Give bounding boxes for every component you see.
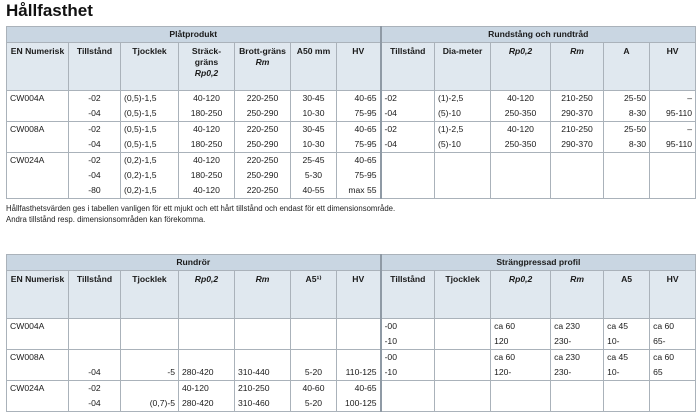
col-header-r-a5: A5 <box>604 271 650 319</box>
cell-tillstand <box>69 381 121 412</box>
cell-r_rp <box>491 319 551 350</box>
cell-rp-line: 280-420 <box>182 398 214 408</box>
footnotes <box>6 203 395 225</box>
cell-rm-line: 310-460 <box>238 398 270 408</box>
col-header-en: EN Numerisk <box>7 271 69 319</box>
cell-a5-line <box>294 350 333 365</box>
cell-r_rp-line: 120- <box>494 367 512 377</box>
cell-r_tillstand-line <box>385 168 432 183</box>
cell-r_a <box>604 153 650 199</box>
col-header-r-tillstand: Tillstånd <box>381 43 435 91</box>
group-header-platprodukt: Plåtprodukt <box>7 27 381 43</box>
cell-tillstand <box>69 319 121 350</box>
cell-r_hv-line <box>653 153 692 168</box>
col-header-rm <box>235 271 291 319</box>
col-header-tillstand: Tillstånd <box>69 271 121 319</box>
cell-tjocklek-line: (0,5)-1,5 <box>124 108 157 118</box>
cell-r_hv-line: – <box>687 124 693 134</box>
cell-tillstand <box>69 122 121 153</box>
col-header-brott-text: Brott-gräns <box>239 46 286 56</box>
strength-table-sheet-rod <box>6 26 696 199</box>
cell-hv <box>337 319 381 350</box>
cell-r_rp <box>491 381 551 412</box>
cell-r_rm <box>551 153 604 199</box>
cell-a5-line: 5-20 <box>304 367 323 377</box>
col-header-brottgrans <box>235 43 291 91</box>
col-header-rp <box>179 271 235 319</box>
cell-rm-line: 220-250 <box>246 155 279 165</box>
cell-hv-line: 110-125 <box>345 367 377 377</box>
cell-r_tillstand <box>381 319 435 350</box>
cell-r_rm <box>551 91 604 122</box>
col-header-rm-text: Rm <box>255 57 270 67</box>
cell-r_rp-line <box>494 153 547 168</box>
cell-a5 <box>291 319 337 350</box>
col-header-r-rm <box>551 271 604 319</box>
cell-rm <box>235 122 291 153</box>
cell-r_tillstand <box>381 381 435 412</box>
cell-r_hv-line <box>653 168 692 183</box>
col-header-a50: A50 mm <box>291 43 337 91</box>
cell-hv-line: 75-95 <box>354 108 377 118</box>
col-header-r-rp <box>491 43 551 91</box>
cell-r_rp <box>491 91 551 122</box>
cell-r_rm-line <box>554 381 600 396</box>
cell-r_diameter-line <box>438 183 487 198</box>
cell-r_diameter-line: (5)-10 <box>438 139 461 149</box>
cell-r_rp-line: 40-120 <box>507 93 534 103</box>
table-row <box>7 153 696 199</box>
cell-rp-line: 40-120 <box>193 93 220 103</box>
cell-r_a5-line: 10- <box>607 336 620 346</box>
col-header-rp-text: Rp0,2 <box>194 68 219 78</box>
table-row <box>7 381 696 412</box>
cell-tillstand-line: -02 <box>88 124 101 134</box>
cell-r_tillstand-line: -04 <box>384 139 397 149</box>
cell-r_rp-line <box>494 168 547 183</box>
cell-rm-line: 250-290 <box>246 170 279 180</box>
cell-rp-line: 180-250 <box>190 108 223 118</box>
col-header-r-rm <box>551 43 604 91</box>
alloy-code: CW008A <box>7 122 69 153</box>
cell-r_hv-line <box>653 396 692 411</box>
cell-tillstand-line <box>72 319 117 334</box>
cell-rp <box>179 153 235 199</box>
cell-r_rm-line <box>554 153 600 168</box>
cell-rm-line: 220-250 <box>246 124 279 134</box>
cell-r_tillstand-line <box>385 183 432 198</box>
cell-r_a-line: 25-50 <box>624 124 647 134</box>
cell-r_rp-line: ca 60 <box>494 321 516 331</box>
cell-hv-line <box>340 319 377 334</box>
alloy-code: CW024A <box>7 381 69 412</box>
cell-r_tillstand-line: -10 <box>384 367 397 377</box>
cell-r_rp <box>491 122 551 153</box>
cell-a5-line <box>294 334 333 349</box>
cell-r_tillstand-line <box>385 153 432 168</box>
cell-tillstand-line <box>72 334 117 349</box>
cell-r_diameter-line: (5)-10 <box>438 108 461 118</box>
col-header-tjocklek: Tjocklek <box>121 43 179 91</box>
cell-r_tjocklek-line <box>438 381 487 396</box>
cell-r_diameter-line: (1)-2,5 <box>438 93 464 103</box>
cell-rp-line: 40-120 <box>193 124 220 134</box>
cell-r_rm-line: 290-370 <box>561 139 593 149</box>
cell-hv <box>337 153 381 199</box>
cell-rp-line: 40-120 <box>182 383 209 393</box>
table-row <box>7 122 696 153</box>
cell-r_a5 <box>604 381 650 412</box>
cell-r_hv <box>650 153 696 199</box>
cell-r_hv-line: ca 60 <box>653 321 675 331</box>
cell-r_hv <box>650 350 696 381</box>
cell-tillstand-line: -04 <box>88 367 101 377</box>
cell-a50 <box>291 91 337 122</box>
col-header-a5: A5¹⁾ <box>291 271 337 319</box>
cell-hv-line <box>340 334 377 349</box>
cell-r_hv-line: 65 <box>653 367 663 377</box>
col-header-hv: HV <box>337 43 381 91</box>
cell-rm <box>235 381 291 412</box>
cell-tillstand <box>69 350 121 381</box>
cell-r_rp <box>491 350 551 381</box>
cell-tjocklek <box>121 319 179 350</box>
page-title: Hållfasthet <box>6 1 93 20</box>
cell-rm <box>235 91 291 122</box>
cell-r_hv-line: 65- <box>653 336 666 346</box>
cell-rp <box>179 91 235 122</box>
cell-a50 <box>291 153 337 199</box>
cell-r_a <box>604 122 650 153</box>
cell-tjocklek-line: (0,5)-1,5 <box>124 124 157 134</box>
cell-tjocklek <box>121 381 179 412</box>
cell-r_tillstand-line: -04 <box>384 108 397 118</box>
cell-r_rm-line <box>554 396 600 411</box>
cell-hv-line: max 55 <box>348 185 377 195</box>
cell-hv-line: 100-125 <box>345 398 377 408</box>
cell-r_diameter <box>435 91 491 122</box>
cell-rm-line: 310-440 <box>238 367 270 377</box>
cell-r_a5 <box>604 319 650 350</box>
cell-r_hv-line <box>653 183 692 198</box>
cell-r_tillstand <box>381 122 435 153</box>
group-header-strangpressad: Strängpressad profil <box>381 255 696 271</box>
cell-r_hv-line: 95-110 <box>665 139 693 149</box>
cell-hv <box>337 381 381 412</box>
cell-r_rp-line <box>494 183 547 198</box>
cell-a5-line: 40-60 <box>302 383 325 393</box>
cell-hv-line: 75-95 <box>354 170 377 180</box>
cell-r_rm <box>551 319 604 350</box>
cell-r_diameter-line <box>438 168 487 183</box>
strength-table-tube-profile <box>6 254 696 412</box>
cell-tillstand-line: -04 <box>88 108 101 118</box>
cell-hv-line: 40-65 <box>354 155 377 165</box>
cell-hv-line: 40-65 <box>354 383 377 393</box>
cell-rp-line: 40-120 <box>193 155 220 165</box>
cell-r_rm-line: 230- <box>554 367 572 377</box>
cell-tillstand <box>69 91 121 122</box>
cell-r_rp <box>491 153 551 199</box>
cell-r_a-line <box>607 168 646 183</box>
cell-r_tjocklek-line <box>438 396 487 411</box>
cell-tjocklek <box>121 91 179 122</box>
cell-r_rm <box>551 122 604 153</box>
cell-rm <box>235 153 291 199</box>
cell-r_rm-line: ca 230 <box>554 352 580 362</box>
cell-r_hv-line <box>653 381 692 396</box>
cell-r_tillstand-line: -10 <box>384 336 397 346</box>
cell-hv <box>337 122 381 153</box>
cell-r_a5-line: ca 45 <box>607 321 629 331</box>
table-row <box>7 91 696 122</box>
cell-tjocklek-line <box>124 319 175 334</box>
cell-tjocklek-line: (0,7)-5 <box>149 398 175 408</box>
col-header-r-diameter: Dia-meter <box>435 43 491 91</box>
cell-tillstand <box>69 153 121 199</box>
cell-rp-line: 280-420 <box>182 367 214 377</box>
cell-rm <box>235 350 291 381</box>
cell-rp-line <box>182 334 231 349</box>
cell-r_a-line: 25-50 <box>624 93 647 103</box>
cell-rm-line: 250-290 <box>246 108 279 118</box>
cell-r_a <box>604 91 650 122</box>
cell-r_rp-line <box>494 381 547 396</box>
col-header-r-hv: HV <box>650 43 696 91</box>
cell-r_diameter <box>435 153 491 199</box>
cell-r_tillstand <box>381 153 435 199</box>
cell-r_rm <box>551 350 604 381</box>
table2-body <box>7 319 696 412</box>
cell-tjocklek-line: (0,5)-1,5 <box>124 93 157 103</box>
group-header-rundror: Rundrör <box>7 255 381 271</box>
cell-r_a5 <box>604 350 650 381</box>
cell-a5-line <box>294 319 333 334</box>
cell-rp <box>179 319 235 350</box>
cell-rp-line <box>182 350 231 365</box>
cell-r_tjocklek-line <box>438 334 487 349</box>
cell-a50-line: 10-30 <box>302 108 325 118</box>
cell-r_rm-line <box>554 168 600 183</box>
cell-tillstand-line: -02 <box>88 155 101 165</box>
col-header-r-tillstand: Tillstånd <box>381 271 435 319</box>
col-header-strackgrans <box>179 43 235 91</box>
cell-tillstand-line: -04 <box>88 170 101 180</box>
cell-tillstand-line <box>72 350 117 365</box>
cell-a50-line: 40-55 <box>302 185 325 195</box>
col-header-r-rp-text: Rp0,2 <box>508 46 533 56</box>
cell-hv-line: 40-65 <box>354 124 377 134</box>
cell-r_tillstand-line <box>385 381 432 396</box>
cell-tillstand-line: -02 <box>88 383 101 393</box>
cell-rp <box>179 350 235 381</box>
cell-r_rm-line: ca 230 <box>554 321 580 331</box>
cell-r_hv-line: ca 60 <box>653 352 675 362</box>
cell-tjocklek-line <box>124 350 175 365</box>
cell-r_rm <box>551 381 604 412</box>
cell-a5 <box>291 350 337 381</box>
cell-r_a5-line <box>607 396 646 411</box>
cell-r_a5-line: 10- <box>607 367 620 377</box>
cell-rp <box>179 122 235 153</box>
cell-r_a-line: 8-30 <box>628 139 647 149</box>
cell-r_diameter <box>435 122 491 153</box>
cell-r_tillstand-line: -02 <box>384 93 397 103</box>
cell-tjocklek-line: (0,2)-1,5 <box>124 155 157 165</box>
footnote-1: Hållfasthetsvärden ges i tabellen vanligen för ett mjukt och ett hårt tillstånd och endast för ett dimensionsområde. <box>6 204 396 213</box>
cell-r_hv-line: 95-110 <box>665 108 693 118</box>
table1-body <box>7 91 696 199</box>
cell-a50-line: 10-30 <box>302 139 325 149</box>
cell-r_a-line <box>607 183 646 198</box>
cell-r_hv <box>650 91 696 122</box>
cell-r_rp-line: 120 <box>494 336 509 346</box>
cell-rp-line <box>182 319 231 334</box>
cell-r_hv <box>650 122 696 153</box>
cell-rm-line: 250-290 <box>246 139 279 149</box>
cell-tjocklek-line: (0,5)-1,5 <box>124 139 157 149</box>
alloy-code: CW004A <box>7 319 69 350</box>
col-header-tillstand: Tillstånd <box>69 43 121 91</box>
cell-hv <box>337 91 381 122</box>
cell-r_tjocklek-line <box>438 365 487 380</box>
cell-r_hv <box>650 319 696 350</box>
cell-tjocklek <box>121 122 179 153</box>
cell-rm-line: 210-250 <box>238 383 270 393</box>
cell-tillstand-line: -80 <box>88 185 101 195</box>
alloy-code: CW004A <box>7 91 69 122</box>
col-header-r-tjocklek: Tjocklek <box>435 271 491 319</box>
cell-tillstand-line: -02 <box>88 93 101 103</box>
cell-r_tillstand <box>381 350 435 381</box>
cell-a5 <box>291 381 337 412</box>
col-header-strack-text: Sträck-gräns <box>191 46 222 67</box>
cell-rm-line <box>238 334 287 349</box>
col-header-rm-text: Rm <box>255 274 270 284</box>
cell-a50-line: 25-45 <box>302 155 325 165</box>
cell-r_rp-line: ca 60 <box>494 352 516 362</box>
cell-r_rp-line: 40-120 <box>507 124 534 134</box>
col-header-tjocklek: Tjocklek <box>121 271 179 319</box>
col-header-r-rm-text: Rm <box>570 46 584 56</box>
cell-hv-line: 40-65 <box>354 93 377 103</box>
cell-r_a-line <box>607 153 646 168</box>
cell-r_tjocklek-line <box>438 319 487 334</box>
cell-r_tjocklek <box>435 319 491 350</box>
cell-r_a-line: 8-30 <box>628 108 647 118</box>
cell-r_tillstand-line: -00 <box>384 352 397 362</box>
cell-r_rm-line <box>554 183 600 198</box>
alloy-code: CW024A <box>7 153 69 199</box>
cell-r_rm-line: 230- <box>554 336 572 346</box>
cell-r_hv-line: – <box>687 93 693 103</box>
cell-tjocklek-line: (0,2)-1,5 <box>124 185 157 195</box>
cell-r_tjocklek <box>435 381 491 412</box>
cell-r_a5-line <box>607 381 646 396</box>
cell-tjocklek-line: (0,2)-1,5 <box>124 170 157 180</box>
cell-tjocklek <box>121 153 179 199</box>
cell-r_rp-line <box>494 396 547 411</box>
cell-a50 <box>291 122 337 153</box>
cell-rm <box>235 319 291 350</box>
cell-tillstand-line: -04 <box>88 139 101 149</box>
cell-tillstand-line: -04 <box>88 398 101 408</box>
cell-r_tillstand-line: -00 <box>384 321 397 331</box>
cell-r_a5-line: ca 45 <box>607 352 629 362</box>
footnote-2: Andra tillstånd resp. dimensionsområden kan förekomma. <box>6 215 206 224</box>
cell-tjocklek-line <box>124 334 175 349</box>
cell-rp <box>179 381 235 412</box>
cell-r_diameter-line: (1)-2,5 <box>438 124 464 134</box>
cell-rm-line <box>238 319 287 334</box>
cell-tjocklek-line: -5 <box>167 367 175 377</box>
cell-r_tjocklek <box>435 350 491 381</box>
col-header-hv: HV <box>337 271 381 319</box>
cell-rp-line: 40-120 <box>193 185 220 195</box>
cell-hv-line <box>340 350 377 365</box>
col-header-r-a: A <box>604 43 650 91</box>
cell-r_tillstand-line <box>385 396 432 411</box>
cell-r_rm-line: 210-250 <box>561 93 593 103</box>
cell-a5-line: 5-20 <box>304 398 323 408</box>
cell-r_rm-line: 210-250 <box>561 124 593 134</box>
cell-rm-line: 220-250 <box>246 185 279 195</box>
col-header-r-hv: HV <box>650 271 696 319</box>
col-header-en: EN Numerisk <box>7 43 69 91</box>
cell-r_tillstand-line: -02 <box>384 124 397 134</box>
cell-r_rp-line: 250-350 <box>504 108 537 118</box>
cell-rp-line: 180-250 <box>190 170 223 180</box>
cell-tjocklek-line <box>124 381 175 396</box>
cell-r_rm-line: 290-370 <box>561 108 593 118</box>
group-header-rundstang: Rundstång och rundtråd <box>381 27 696 43</box>
cell-tjocklek <box>121 350 179 381</box>
cell-a50-line: 30-45 <box>302 124 325 134</box>
cell-r_rp-line: 250-350 <box>504 139 537 149</box>
cell-r_tillstand <box>381 91 435 122</box>
cell-rm-line: 220-250 <box>246 93 279 103</box>
cell-a50-line: 5-30 <box>304 170 323 180</box>
col-header-r-rm-text: Rm <box>570 274 584 284</box>
cell-rp-line: 180-250 <box>190 139 223 149</box>
cell-r_diameter-line <box>438 153 487 168</box>
cell-r_tjocklek-line <box>438 350 487 365</box>
cell-rm-line <box>238 350 287 365</box>
cell-r_hv <box>650 381 696 412</box>
cell-hv <box>337 350 381 381</box>
col-header-rp-text: Rp0,2 <box>194 274 219 284</box>
cell-hv-line: 75-95 <box>354 139 377 149</box>
col-header-r-rp <box>491 271 551 319</box>
table-row <box>7 350 696 381</box>
alloy-code: CW008A <box>7 350 69 381</box>
col-header-r-rp-text: Rp0,2 <box>508 274 533 284</box>
table-row <box>7 319 696 350</box>
cell-a50-line: 30-45 <box>302 93 325 103</box>
